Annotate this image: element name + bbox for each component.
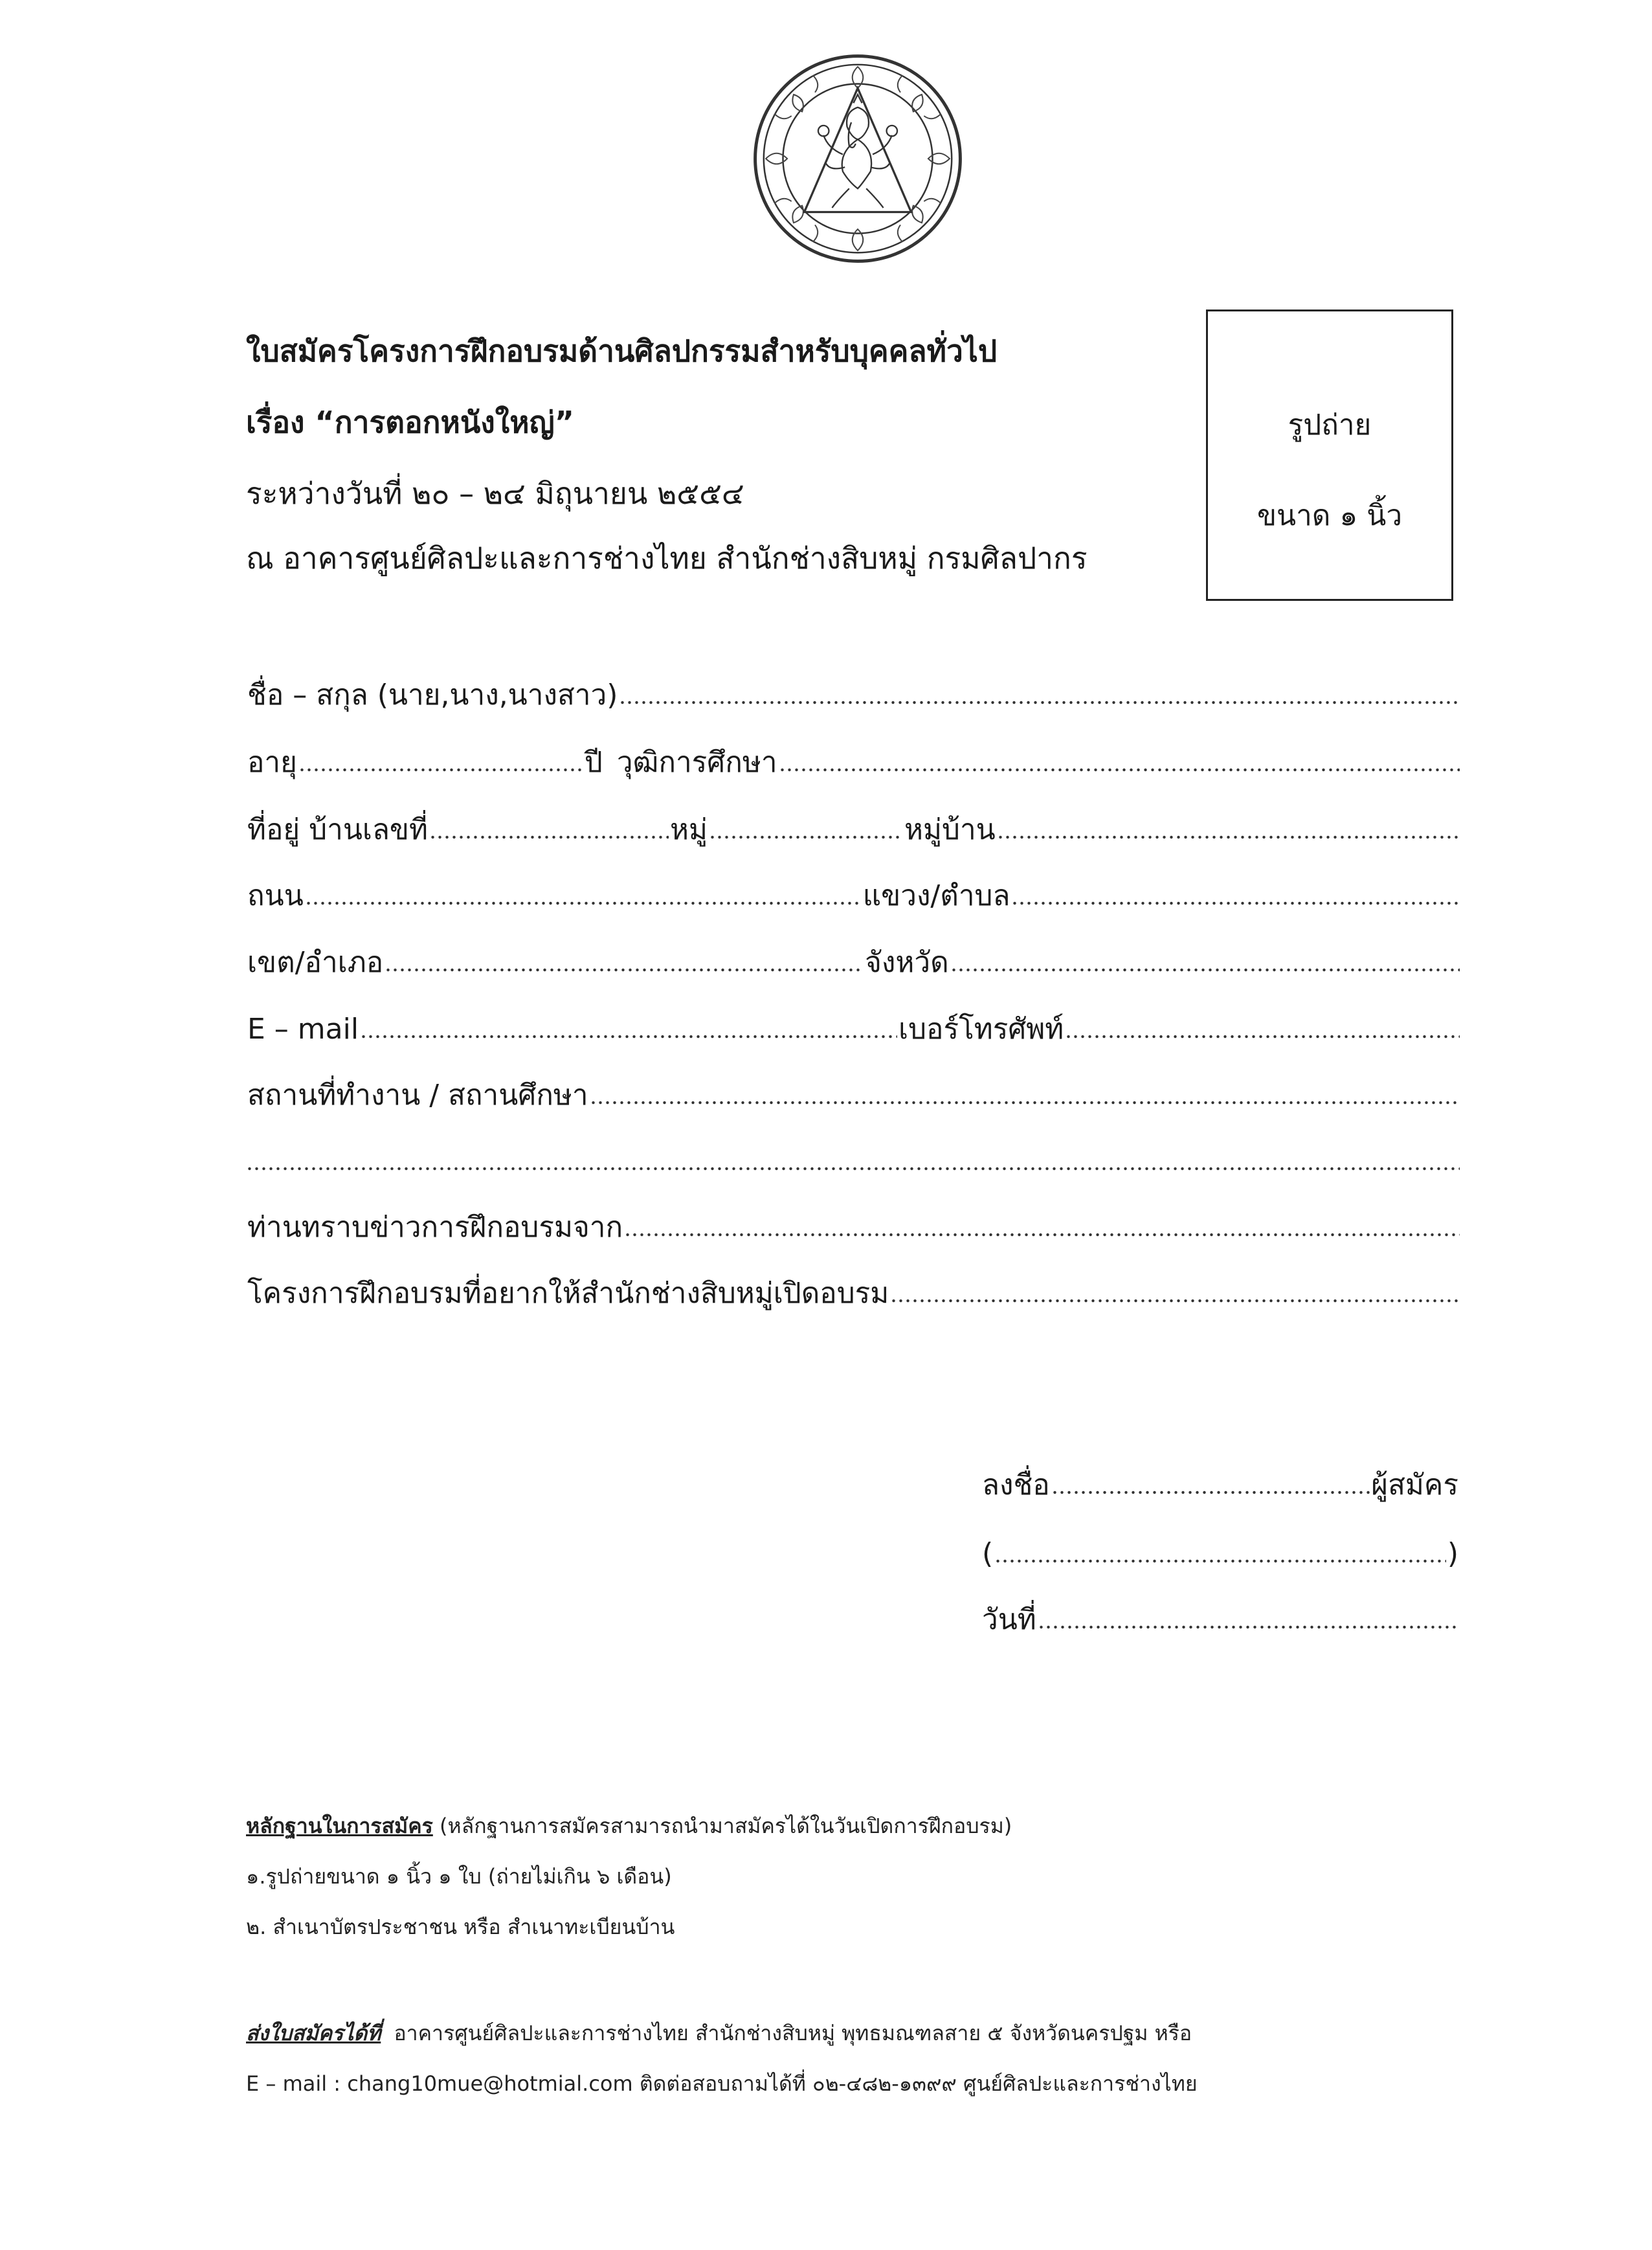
news-source-field[interactable] [624, 1230, 1460, 1239]
open-paren: ( [982, 1537, 994, 1570]
workplace-row [246, 1075, 1460, 1116]
name-label: ชื่อ – สกุล (นาย,นาง,นางสาว) [247, 679, 618, 712]
email-label: E – mail [247, 1013, 359, 1046]
form-title: ใบสมัครโครงการฝึกอบรมด้านศิลปกรรมสำหรับบุคคลทั่วไป [246, 333, 998, 368]
signature-row [981, 1465, 1460, 1506]
department-seal-logo [751, 52, 965, 265]
education-field[interactable] [779, 765, 1460, 774]
training-dates: ระหว่างวันที่ ๒๐ – ๒๔ มิถุนายน ๒๕๕๔ [246, 476, 744, 511]
wish-label: โครงการฝึกอบรมที่อยากให้สำนักช่างสิบหมู่เปิดอบรม [247, 1277, 889, 1310]
contact-line: E – mail : chang10mue@hotmial.com ติดต่อสอบถามได้ที่ ๐๒-๔๘๒-๑๓๙๙ ศูนย์ศิลปะและการช่างไทย [246, 2071, 1198, 2096]
subdistrict-field[interactable] [1011, 899, 1460, 908]
wish-row [246, 1273, 1460, 1314]
workplace-label: สถานที่ทำงาน / สถานศึกษา [247, 1079, 588, 1112]
village-label: หมู่บ้าน [904, 813, 996, 846]
phone-label: เบอร์โทรศัพท์ [899, 1013, 1064, 1046]
workplace-continued-row [246, 1141, 1460, 1182]
district-row [246, 942, 1460, 984]
signature-field[interactable] [1051, 1488, 1370, 1497]
evidence-description: (หลักฐานการสมัครสามารถนำมาสมัครได้ในวันเปิดการฝึกอบรม) [440, 1814, 1012, 1838]
send-note [246, 2019, 1192, 2047]
phone-field[interactable] [1065, 1032, 1460, 1041]
close-paren: ) [1447, 1537, 1458, 1570]
photo-box-size: ขนาด ๑ นิ้ว [1256, 499, 1403, 532]
age-education-row [246, 742, 1460, 783]
province-field[interactable] [950, 965, 1460, 974]
house-number-field[interactable] [429, 833, 669, 842]
workplace-field-continued[interactable] [246, 1164, 1460, 1173]
district-field[interactable] [385, 965, 864, 974]
evidence-note [246, 1812, 1012, 1840]
training-venue: ณ อาคารศูนย์ศิลปะและการช่างไทย สำนักช่างสิบหมู่ กรมศิลปากร [246, 541, 1088, 576]
age-label: อายุ [247, 746, 297, 779]
province-label: จังหวัด [865, 946, 949, 979]
moo-field[interactable] [709, 833, 903, 842]
sign-label: ลงชื่อ [982, 1468, 1050, 1502]
road-row [246, 875, 1460, 917]
year-label: ปี [584, 746, 603, 779]
news-source-label: ท่านทราบข่าวการฝึกอบรมจาก [247, 1211, 623, 1244]
date-row [981, 1599, 1460, 1641]
road-field[interactable] [305, 899, 862, 908]
age-field[interactable] [298, 765, 583, 774]
address-row [246, 809, 1460, 851]
news-source-row [246, 1207, 1460, 1248]
photo-box [1206, 309, 1453, 601]
education-label: วุฒิการศึกษา [616, 746, 777, 779]
photo-box-label: รูปถ่าย [1288, 409, 1372, 442]
address-label: ที่อยู่ บ้านเลขที่ [247, 813, 428, 846]
printed-name-row [981, 1533, 1460, 1575]
applicant-label: ผู้สมัคร [1371, 1468, 1458, 1502]
form-subject: เรื่อง “การตอกหนังใหญ่” [246, 405, 574, 440]
workplace-field[interactable] [590, 1098, 1460, 1107]
road-label: ถนน [247, 879, 304, 912]
printed-name-field[interactable] [994, 1557, 1446, 1566]
send-address: อาคารศูนย์ศิลปะและการช่างไทย สำนักช่างสิบหมู่ พุทธมณฑลสาย ๕ จังหวัดนครปฐม หรือ [394, 2021, 1192, 2045]
moo-label: หมู่ [670, 813, 708, 846]
subdistrict-label: แขวง/ตำบล [862, 879, 1010, 912]
name-field[interactable] [619, 698, 1460, 707]
district-label: เขต/อำเภอ [247, 946, 384, 979]
date-field[interactable] [1038, 1623, 1460, 1632]
evidence-heading: หลักฐานในการสมัคร [246, 1814, 433, 1838]
send-heading: ส่งใบสมัครได้ที่ [246, 2021, 381, 2045]
evidence-item-2: ๒. สำเนาบัตรประชาชน หรือ สำเนาทะเบียนบ้าน [246, 1915, 675, 1939]
evidence-item-1: ๑.รูปถ่ายขนาด ๑ นิ้ว ๑ ใบ (ถ่ายไม่เกิน ๖ เดือน) [246, 1864, 672, 1889]
wish-field[interactable] [890, 1296, 1460, 1305]
date-label: วันที่ [982, 1603, 1036, 1636]
village-field[interactable] [997, 833, 1460, 842]
email-field[interactable] [360, 1032, 897, 1041]
name-row [246, 675, 1460, 716]
email-row [246, 1009, 1460, 1050]
